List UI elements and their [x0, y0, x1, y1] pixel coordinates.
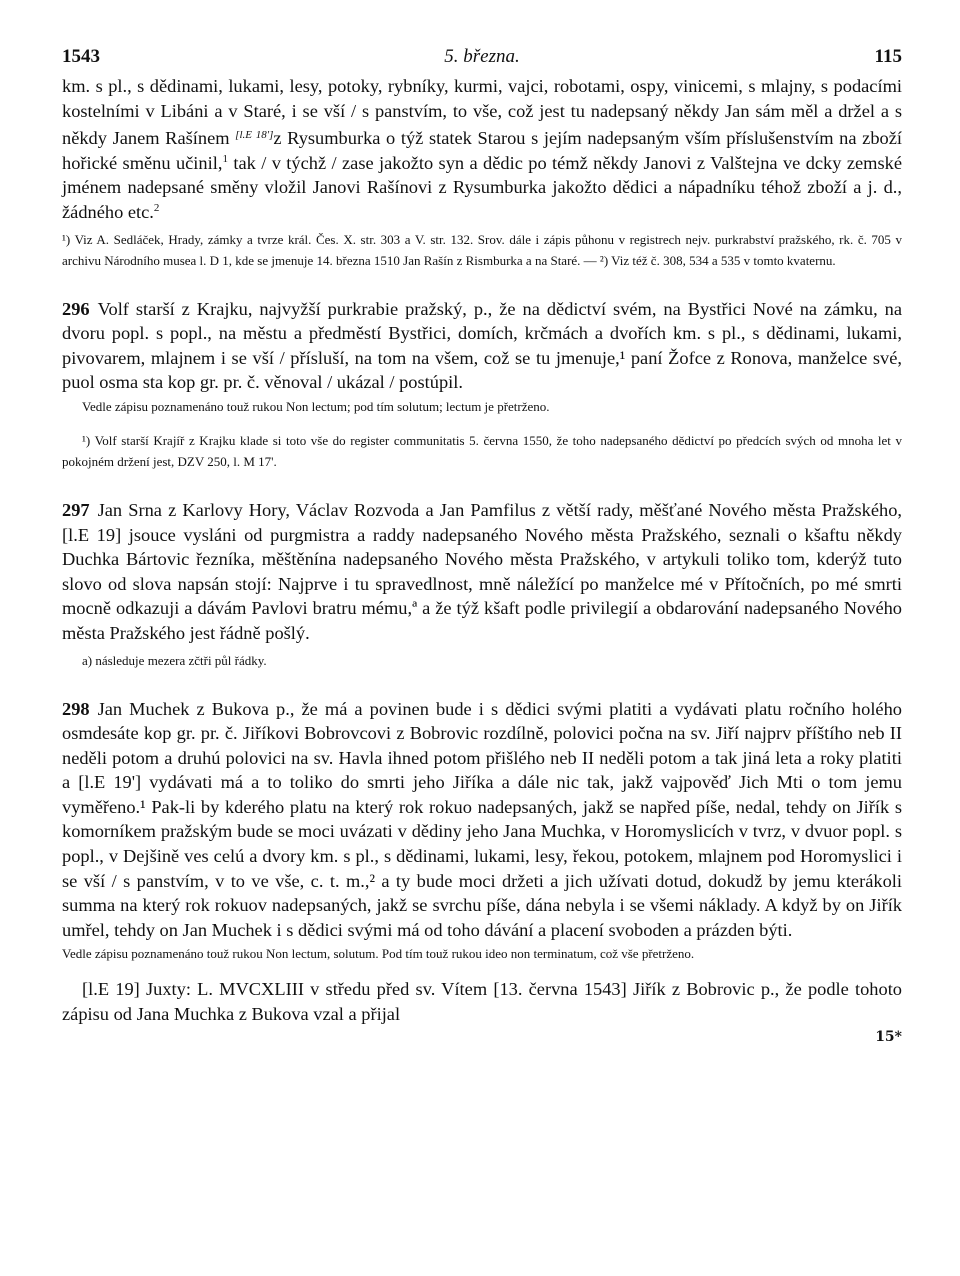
footnote-ref: 2 — [153, 201, 160, 214]
entry-297 — [62, 498, 902, 646]
entry-continuation — [62, 977, 902, 1026]
header-year: 1543 — [62, 46, 100, 67]
entry-number: 298 — [62, 698, 90, 719]
signature-mark: 15* — [875, 1028, 902, 1045]
entry-footnote: ¹) Volf starší Krajíř z Krajku klade si toto vše do register communitatis 5. června 1550, že toho nadepsaného dědictví po předcích svých od mnoha let v pokojném držení jest, DZV 250, l. M 17'. — [62, 432, 902, 469]
entry-number: 296 — [62, 298, 90, 319]
signature-area — [62, 1027, 902, 1047]
document-page — [62, 40, 902, 1047]
intro-paragraph — [62, 74, 902, 225]
folio-mark: [l.E 18'] — [235, 129, 274, 142]
entry-number: 297 — [62, 499, 90, 520]
entry-text: Jan Muchek z Bukova p., že má a povinen bude i s dědici svými platiti a vydávati platu ročního holého osmdesáte kop gr. pr. č. Jiříkovi Bobrovcovi z Bobrovic rozdílně, polovici počna na sv. Jiří najprv příštího neb II neděli potom a druhú polovici na sv. Havla ihned potom přišlého neb II neděli potom a tak jiná leta a roky platiti a [l.E 19'] vydávati má a to toliko do smrti jeho Jiříka a dále nic tak, jakž vajpověď Jich Mti o tom jemu vyměřeno.¹ Pak-li by kderého platu na který rok rokuo nadepsaných, jakž se napřed píše, nedal, tehdy on Jiřík s komorníkem pražským bude se moci uvázati v dědiny jeho Jana Muchka, v Horomyslicích v tvrz, v dvuor popl. s popl., v Dejšině ves celú a dvory km. s pl., s dědinami, lukami, lesy, řekou, potokem, mlajnem pod Horomyslici i se vší / s panstvím, v to ve vše, c. t. m.,² a ty bude moci držeti a jich užívati dotud, dokudž by jemu kterákoli summa na který rok rokuov nadepsaných, jakž se svrchu píše, dána nebyla i se všemi náklady. A když by on Jiřík umřel, tehdy on Jan Muchek i s dědici svými má od toho dávání a placení svoboden a prázden býti. — [62, 698, 902, 940]
entry-note: Vedle zápisu poznamenáno touž rukou Non lectum; pod tím solutum; lectum je přetrženo. — [82, 398, 550, 414]
entry-text: Jan Srna z Karlovy Hory, Václav Rozvoda a Jan Pamfilus z větší rady, měšťané Nového města Pražského, [l.E 19] jsouce vysláni od purgmistra a raddy nadepsaného Nového města Pražského, seznali o kšaftu někdy Duchka Bártovic řezníka, měštěnína nadepsaného Nového města Pražského, v artykuli toliko tom, kderýž tuto slovo od slova napsán stojí: Najprve i tu spravedlnost, mně náležící po manželce mé v Přítočních, po mé smrti mocně odkazuji a dávám Pavlovi bratru mému,ª a že týž kšaft podle privilegií a obdarování nadepsaného Nového města Pražského jest řádně pošlý. — [62, 499, 902, 643]
intro-text: km. s pl., s dědinami, lukami, lesy, potoky, rybníky, kurmi, vajci, robotami, ospy, vinicemi, s mlajny, s podacími kostelními v Libáni a v Staré, i se vší / s panstvím, to vše, což jest tu nadepsaný někdy Jan sám měl a držel a s někdy Janem Rašínem — [62, 76, 902, 149]
intro-text-3: tak / v týchž / zase jakožto syn a dědic po témž někdy Janovi z Valštejna ve dcky zemské jménem nadepsané směny vložil Janovi Rašínovi z Rysumburka jakožto dědici a nápadníku téhož zboží a j. d., žádného etc. — [62, 152, 902, 222]
entry-note: Vedle zápisu poznamenáno touž rukou Non lectum, solutum. Pod tím touž rukou ideo non terminatum, což vše přetrženo. — [62, 946, 695, 962]
intro-footnotes: ¹) Viz A. Sedláček, Hrady, zámky a tvrze král. Čes. X. str. 303 a V. str. 132. Srov. dále i zápis půhonu v registrech nejv. purkrabství pražského, rk. č. 705 v archivu Národního musea l. D 1, kde se jmenuje 14. března 1510 Jan Rašín z Rismburka a na Staré. — ²) Viz též č. 308, 534 a 535 v tomto kvaternu. — [62, 231, 902, 268]
entry-text: Volf starší z Krajku, najvyžší purkrabie pražský, p., že na dědictví svém, na Bystřici Nové na zámku, na dvoru popl. s popl., na městu a předměstí Bystřici, domích, krčmách a dvořích km. s pl., s dědinami, lukami, pivovarem, mlajnem i se vší / přísluší, na tom na všem, což se tu jmenuje,¹ paní Žofce z Ronova, manželce své, puol osma sta kop gr. pr. č. věnoval / ukázal / postúpil. — [62, 298, 902, 393]
footnote-ref: 1 — [222, 152, 228, 165]
header-date: 5. března. — [444, 46, 520, 67]
header-page-number: 115 — [874, 46, 902, 67]
entry-footnote: a) následuje mezera zčtři půl řádky. — [82, 652, 267, 668]
continuation-text: [l.E 19] Juxty: L. MVCXLIII v středu před sv. Vítem [13. června 1543] Jiřík z Bobrovic p., že podle tohoto zápisu od Jana Muchka z Bukova vzal a přijal — [62, 979, 902, 1025]
intro-text-2: z Rysumburka o týž statek Starou s jejím nadepsaným vším příslušenstvím na zboží hořické směnu učinil, — [62, 128, 902, 173]
entry-296 — [62, 297, 902, 395]
page-header — [62, 40, 902, 74]
entry-298 — [62, 697, 902, 943]
